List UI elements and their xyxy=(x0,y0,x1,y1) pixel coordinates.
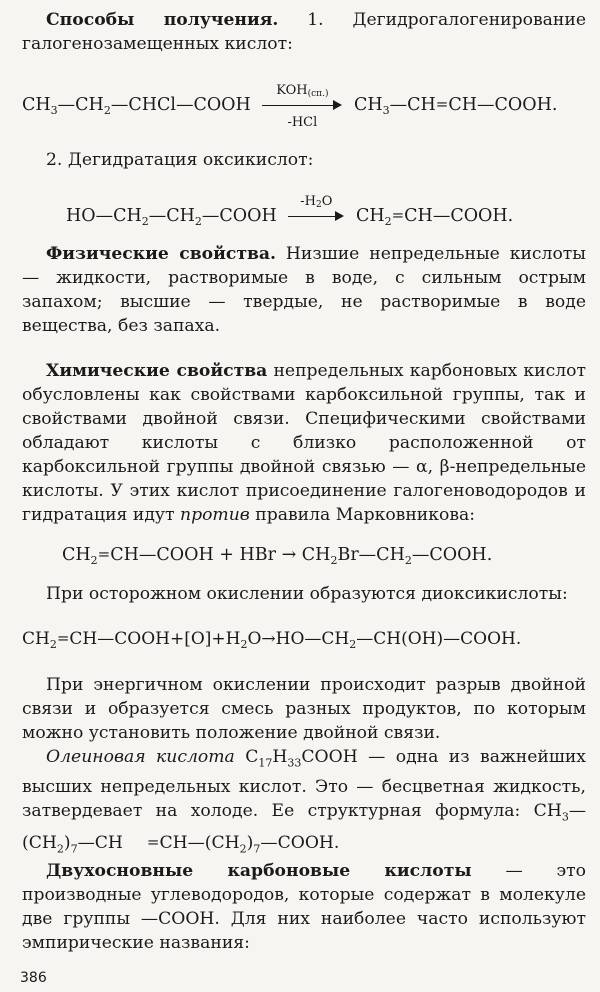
formula-part: CH xyxy=(355,206,385,226)
formula-part: C xyxy=(245,747,259,767)
formula-sub: 2 xyxy=(49,638,57,651)
formula-part: CH xyxy=(22,95,51,115)
emphasis-against: против xyxy=(180,505,250,525)
condition-sub: (сп.) xyxy=(307,88,329,99)
formula-sub: 2 xyxy=(240,638,248,651)
formula-part: O→HO—CH xyxy=(247,629,350,649)
formula-part: H xyxy=(272,747,288,767)
formula-sub: 2 xyxy=(349,638,357,651)
heading-physical: Физические свойства. xyxy=(46,244,277,264)
equation-dehydration xyxy=(66,193,514,228)
formula-sub: 2 xyxy=(90,554,98,567)
paragraph-text: Низшие непредельные кислоты — жидкости, растворимые в воде, с сильным острым запахом; высшие — твердые, не растворимые в воде вещества, без запаха. xyxy=(22,244,586,336)
paragraph-oleic-acid xyxy=(22,745,586,861)
emphasis-oleic-acid: Олеиновая кислота xyxy=(46,747,235,767)
double-bond: = xyxy=(391,206,405,224)
arrow-head xyxy=(333,100,342,110)
equation-oxidation xyxy=(22,626,521,651)
paragraph-mild-oxidation: При осторожном окислении образуются диоксикислоты: xyxy=(46,584,568,604)
formula-sub: 33 xyxy=(287,756,302,770)
heading-dibasic: Двухосновные карбоновые кислоты xyxy=(46,861,472,881)
formula-oleic xyxy=(245,747,358,770)
formula-part: HO—CH xyxy=(66,206,142,226)
paragraph-text: 1. Дегидрогалогенирование галогенозамещенных кислот: xyxy=(22,10,586,54)
formula-sub: 2 xyxy=(194,215,202,228)
arrow-head xyxy=(335,211,344,221)
formula-sub: 2 xyxy=(404,554,412,567)
formula-sub: 3 xyxy=(50,104,58,117)
paragraph-text: — это производные углеводородов, которые содержат в молекуле две группы —COOH. Для них наиболее часто используют эмпирические названия: xyxy=(22,861,586,953)
formula-part: —COOH. xyxy=(260,832,340,853)
paragraph-dehydration: 2. Дегидратация оксикислот: xyxy=(46,150,314,170)
reaction-arrow xyxy=(262,82,342,130)
equation-dehydrohalogenation xyxy=(22,82,558,130)
formula-part: CH xyxy=(22,629,50,649)
paragraph-strong-oxidation: При энергичном окислении происходит разрыв двойной связи и образуется смесь разных продуктов, по которым можно установить положение двойной связи. xyxy=(22,675,586,743)
formula-part: CH—COOH+[O]+H xyxy=(69,629,241,649)
formula-sub: 17 xyxy=(258,756,273,770)
arrow-line xyxy=(262,105,336,106)
condition-text: O xyxy=(321,193,333,209)
arrow-condition-above xyxy=(262,79,342,103)
formula-part: —CH xyxy=(57,95,104,115)
arrow-line xyxy=(288,216,338,217)
double-bond: = xyxy=(146,832,160,851)
page-number: 386 xyxy=(20,970,47,986)
reaction-arrow xyxy=(288,193,344,222)
formula-part: CH xyxy=(353,95,383,115)
formula-part: —CH xyxy=(148,206,195,226)
formula-part: CH xyxy=(533,801,562,822)
formula-sub: 3 xyxy=(561,810,569,824)
formula-part: —CH xyxy=(77,832,123,853)
double-bond: = xyxy=(435,95,449,113)
heading-chemical: Химические свойства xyxy=(46,361,268,381)
formula-sub: 7 xyxy=(253,842,261,856)
formula-part: CH—COOH. xyxy=(404,206,514,226)
formula-part: CH—COOH. xyxy=(448,95,558,115)
formula-part: Br—CH xyxy=(337,545,405,565)
paragraph-chemical-properties xyxy=(22,359,586,527)
paragraph-preparation-methods xyxy=(22,8,586,56)
paragraph-text: правила Марковникова: xyxy=(249,505,476,525)
paragraph-text: непредельных карбоновых кислот обусловлены как свойствами карбоксильной группы, так и свойствами двойной связи. Специфическими свойствами обладают кислоты с близко расположенной от карбоксильной группы двойной связью — α, β-непредельные кислоты. У этих кислот присоединение галогеноводородов и гидратация идут xyxy=(22,361,586,525)
formula-part: —COOH. xyxy=(411,545,493,565)
formula-sub: 2 xyxy=(239,842,247,856)
formula-part: —COOH xyxy=(201,206,277,226)
arrow-condition-below: -HCl xyxy=(287,114,318,130)
double-bond: = xyxy=(97,545,111,563)
paragraph-dibasic-acids xyxy=(22,859,586,955)
formula-part: —CHCl—COOH xyxy=(110,95,251,115)
paragraph-text: — одна из важнейших высших непредельных кислот. Это — бесцветная жидкость, затвердевает на холоде. Ее структурная формула: xyxy=(22,747,586,822)
formula-sub: 2 xyxy=(330,554,338,567)
formula-part: ) xyxy=(246,832,254,853)
equation-hbr-addition xyxy=(62,542,492,567)
formula-sub: 7 xyxy=(70,842,78,856)
formula-sub: 2 xyxy=(56,842,64,856)
double-bond: = xyxy=(56,629,70,647)
formula-part: —(CH xyxy=(22,801,586,853)
formula-part: CH xyxy=(62,545,91,565)
formula-part: CH—(CH xyxy=(159,832,240,853)
condition-text: -H xyxy=(300,193,317,209)
heading-preparation: Способы получения. xyxy=(46,10,279,30)
formula-sub: 2 xyxy=(384,215,392,228)
paragraph-physical-properties xyxy=(22,242,586,338)
formula-sub: 2 xyxy=(141,215,149,228)
formula-part: CH—COOH + HBr → CH xyxy=(110,545,331,565)
formula-part: COOH xyxy=(301,747,358,767)
formula-sub: 3 xyxy=(382,104,390,117)
condition-text: KOH xyxy=(276,82,308,98)
formula-part: —CH(OH)—COOH. xyxy=(356,629,522,649)
formula-part: —CH xyxy=(389,95,436,115)
formula-sub: 2 xyxy=(103,104,111,117)
condition-sub: 2 xyxy=(316,199,322,210)
formula-part: ) xyxy=(63,832,71,853)
